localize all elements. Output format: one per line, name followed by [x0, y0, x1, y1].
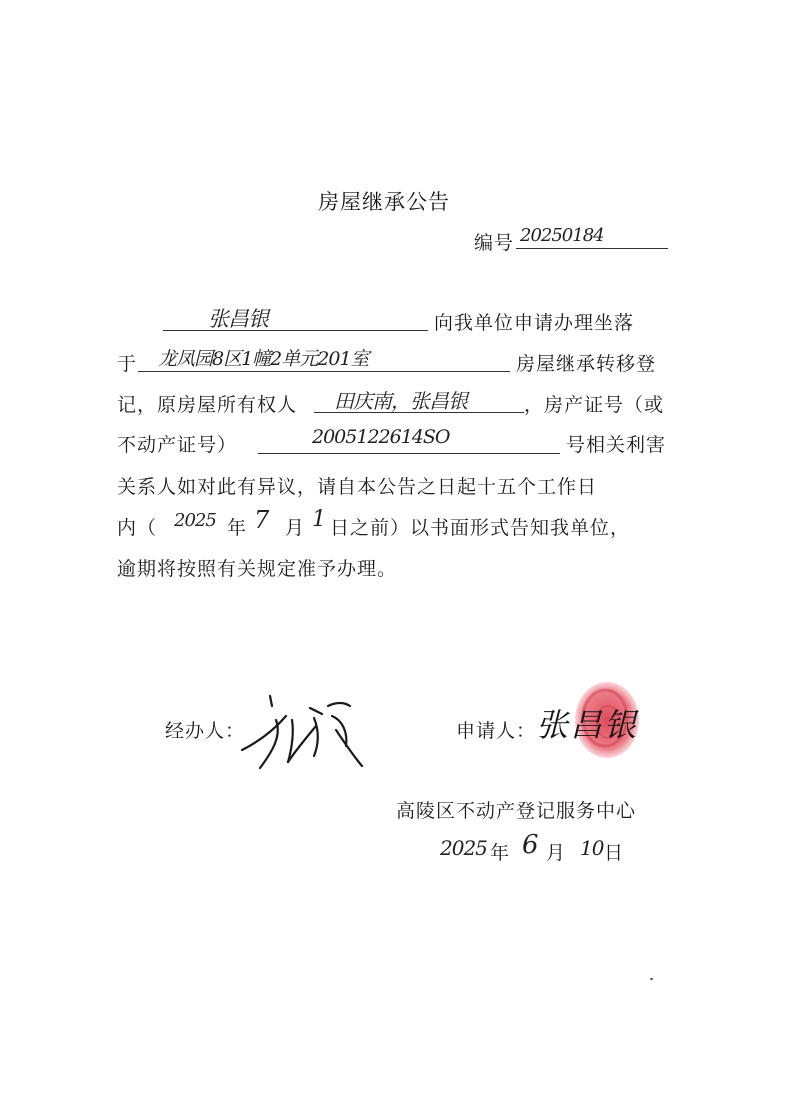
owners-underline — [314, 412, 524, 413]
footer-month-char: 月 — [546, 842, 567, 864]
applicant-label: 申请人： — [456, 720, 537, 742]
footer-year-char: 年 — [490, 842, 511, 864]
deadline-month-char: 月 — [285, 517, 306, 539]
issuing-organization: 高陵区不动产登记服务中心 — [396, 800, 637, 822]
body-line4-prefix: 不动产证号） — [117, 434, 238, 456]
body-line3-suffix: ，房产证号（或 — [524, 394, 665, 416]
deadline-month-handwritten: 7 — [254, 506, 269, 534]
body-line2-prefix: 于 — [117, 353, 138, 375]
deadline-year-handwritten: 2025 — [174, 510, 216, 531]
body-line2-suffix: 房屋继承转移登 — [516, 353, 657, 375]
document-title: 房屋继承公告 — [318, 190, 450, 214]
applicant-underline — [163, 330, 428, 331]
number-value: 20250184 — [520, 225, 604, 246]
original-owners-handwritten: 田庆南，张昌银 — [334, 389, 467, 413]
certificate-underline — [258, 453, 560, 454]
footer-year-handwritten: 2025 — [440, 836, 487, 860]
number-underline — [516, 248, 668, 249]
body-line6-prefix: 内（ — [117, 517, 158, 539]
footer-day-char: 日 — [604, 842, 625, 864]
footer-month-handwritten: 6 — [522, 830, 538, 860]
handler-signature-image — [236, 690, 368, 774]
applicant-signature: 张昌银 — [536, 706, 639, 744]
number-label: 编号 — [474, 232, 515, 254]
handler-label: 经办人： — [165, 720, 246, 742]
deadline-year-char: 年 — [227, 517, 248, 539]
body-line4-suffix: 号相关利害 — [566, 434, 667, 456]
applicant-name-handwritten: 张昌银 — [208, 307, 268, 331]
body-line6-suffix: 日之前）以书面形式告知我单位， — [330, 517, 631, 539]
body-line1-suffix: 向我单位申请办理坐落 — [434, 312, 635, 334]
body-line5: 关系人如对此有异议，请自本公告之日起十五个工作日 — [117, 476, 598, 498]
footer-day-handwritten: 10 — [580, 836, 604, 860]
certificate-number-handwritten: 2005122614SO — [312, 426, 450, 448]
location-underline — [138, 371, 510, 372]
body-line7: 逾期将按照有关规定准予办理。 — [117, 558, 398, 580]
deadline-day-handwritten: 1 — [312, 507, 325, 532]
property-location-handwritten: 龙凤园8区1幢2单元201室 — [158, 348, 369, 370]
scan-speck — [650, 978, 653, 980]
body-line3-prefix: 记，原房屋所有权人 — [117, 394, 298, 416]
